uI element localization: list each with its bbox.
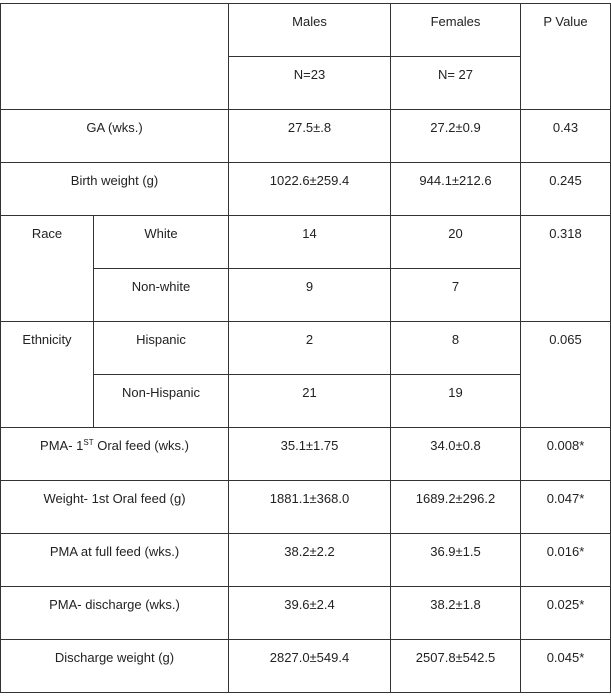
- table-row: [1, 216, 611, 269]
- males-value: 2: [229, 322, 391, 375]
- females-value: 7: [391, 269, 521, 322]
- males-value: 39.6±2.4: [229, 587, 391, 640]
- males-value: 35.1±1.75: [229, 428, 391, 481]
- p-value: 0.43: [521, 110, 611, 163]
- header-males: Males: [229, 4, 391, 57]
- subgroup-label: White: [94, 216, 229, 269]
- females-value: 8: [391, 322, 521, 375]
- males-value: 2827.0±549.4: [229, 640, 391, 693]
- row-label-part: PMA- 1: [40, 438, 84, 453]
- table-row: [1, 481, 611, 534]
- females-value: 19: [391, 375, 521, 428]
- females-value: 2507.8±542.5: [391, 640, 521, 693]
- p-value: 0.008*: [521, 428, 611, 481]
- table-row: [1, 163, 611, 216]
- table-row: [1, 428, 611, 481]
- row-label: PMA- discharge (wks.): [1, 587, 229, 640]
- table-row: [1, 534, 611, 587]
- header-p-value: P Value: [521, 4, 611, 110]
- row-label: Discharge weight (g): [1, 640, 229, 693]
- females-value: 27.2±0.9: [391, 110, 521, 163]
- subgroup-label: Hispanic: [94, 322, 229, 375]
- males-value: 1881.1±368.0: [229, 481, 391, 534]
- males-value: 21: [229, 375, 391, 428]
- table-row: [1, 587, 611, 640]
- p-value: 0.045*: [521, 640, 611, 693]
- group-label: Race: [1, 216, 94, 322]
- row-label: Weight- 1st Oral feed (g): [1, 481, 229, 534]
- females-value: 38.2±1.8: [391, 587, 521, 640]
- row-label-superscript: ST: [83, 438, 94, 447]
- males-value: 14: [229, 216, 391, 269]
- header-females: Females: [391, 4, 521, 57]
- females-value: 36.9±1.5: [391, 534, 521, 587]
- males-value: 1022.6±259.4: [229, 163, 391, 216]
- females-value: 944.1±212.6: [391, 163, 521, 216]
- females-value: 34.0±0.8: [391, 428, 521, 481]
- p-value: 0.245: [521, 163, 611, 216]
- row-label-part: Oral feed (wks.): [93, 438, 189, 453]
- p-value: 0.047*: [521, 481, 611, 534]
- males-value: 27.5±.8: [229, 110, 391, 163]
- p-value: 0.025*: [521, 587, 611, 640]
- females-value: 20: [391, 216, 521, 269]
- row-label: Birth weight (g): [1, 163, 229, 216]
- header-empty-cell: [1, 4, 229, 110]
- males-value: 38.2±2.2: [229, 534, 391, 587]
- group-label: Ethnicity: [1, 322, 94, 428]
- males-n: N=23: [229, 57, 391, 110]
- p-value: 0.016*: [521, 534, 611, 587]
- row-label: [1, 428, 229, 481]
- data-table: [0, 3, 611, 693]
- females-n: N= 27: [391, 57, 521, 110]
- p-value: 0.065: [521, 322, 611, 428]
- table-row: [1, 322, 611, 375]
- row-label: PMA at full feed (wks.): [1, 534, 229, 587]
- subgroup-label: Non-Hispanic: [94, 375, 229, 428]
- row-label: GA (wks.): [1, 110, 229, 163]
- females-value: 1689.2±296.2: [391, 481, 521, 534]
- header-row: [1, 4, 611, 57]
- table-row: [1, 110, 611, 163]
- p-value: 0.318: [521, 216, 611, 322]
- subgroup-label: Non-white: [94, 269, 229, 322]
- table-row: [1, 640, 611, 693]
- males-value: 9: [229, 269, 391, 322]
